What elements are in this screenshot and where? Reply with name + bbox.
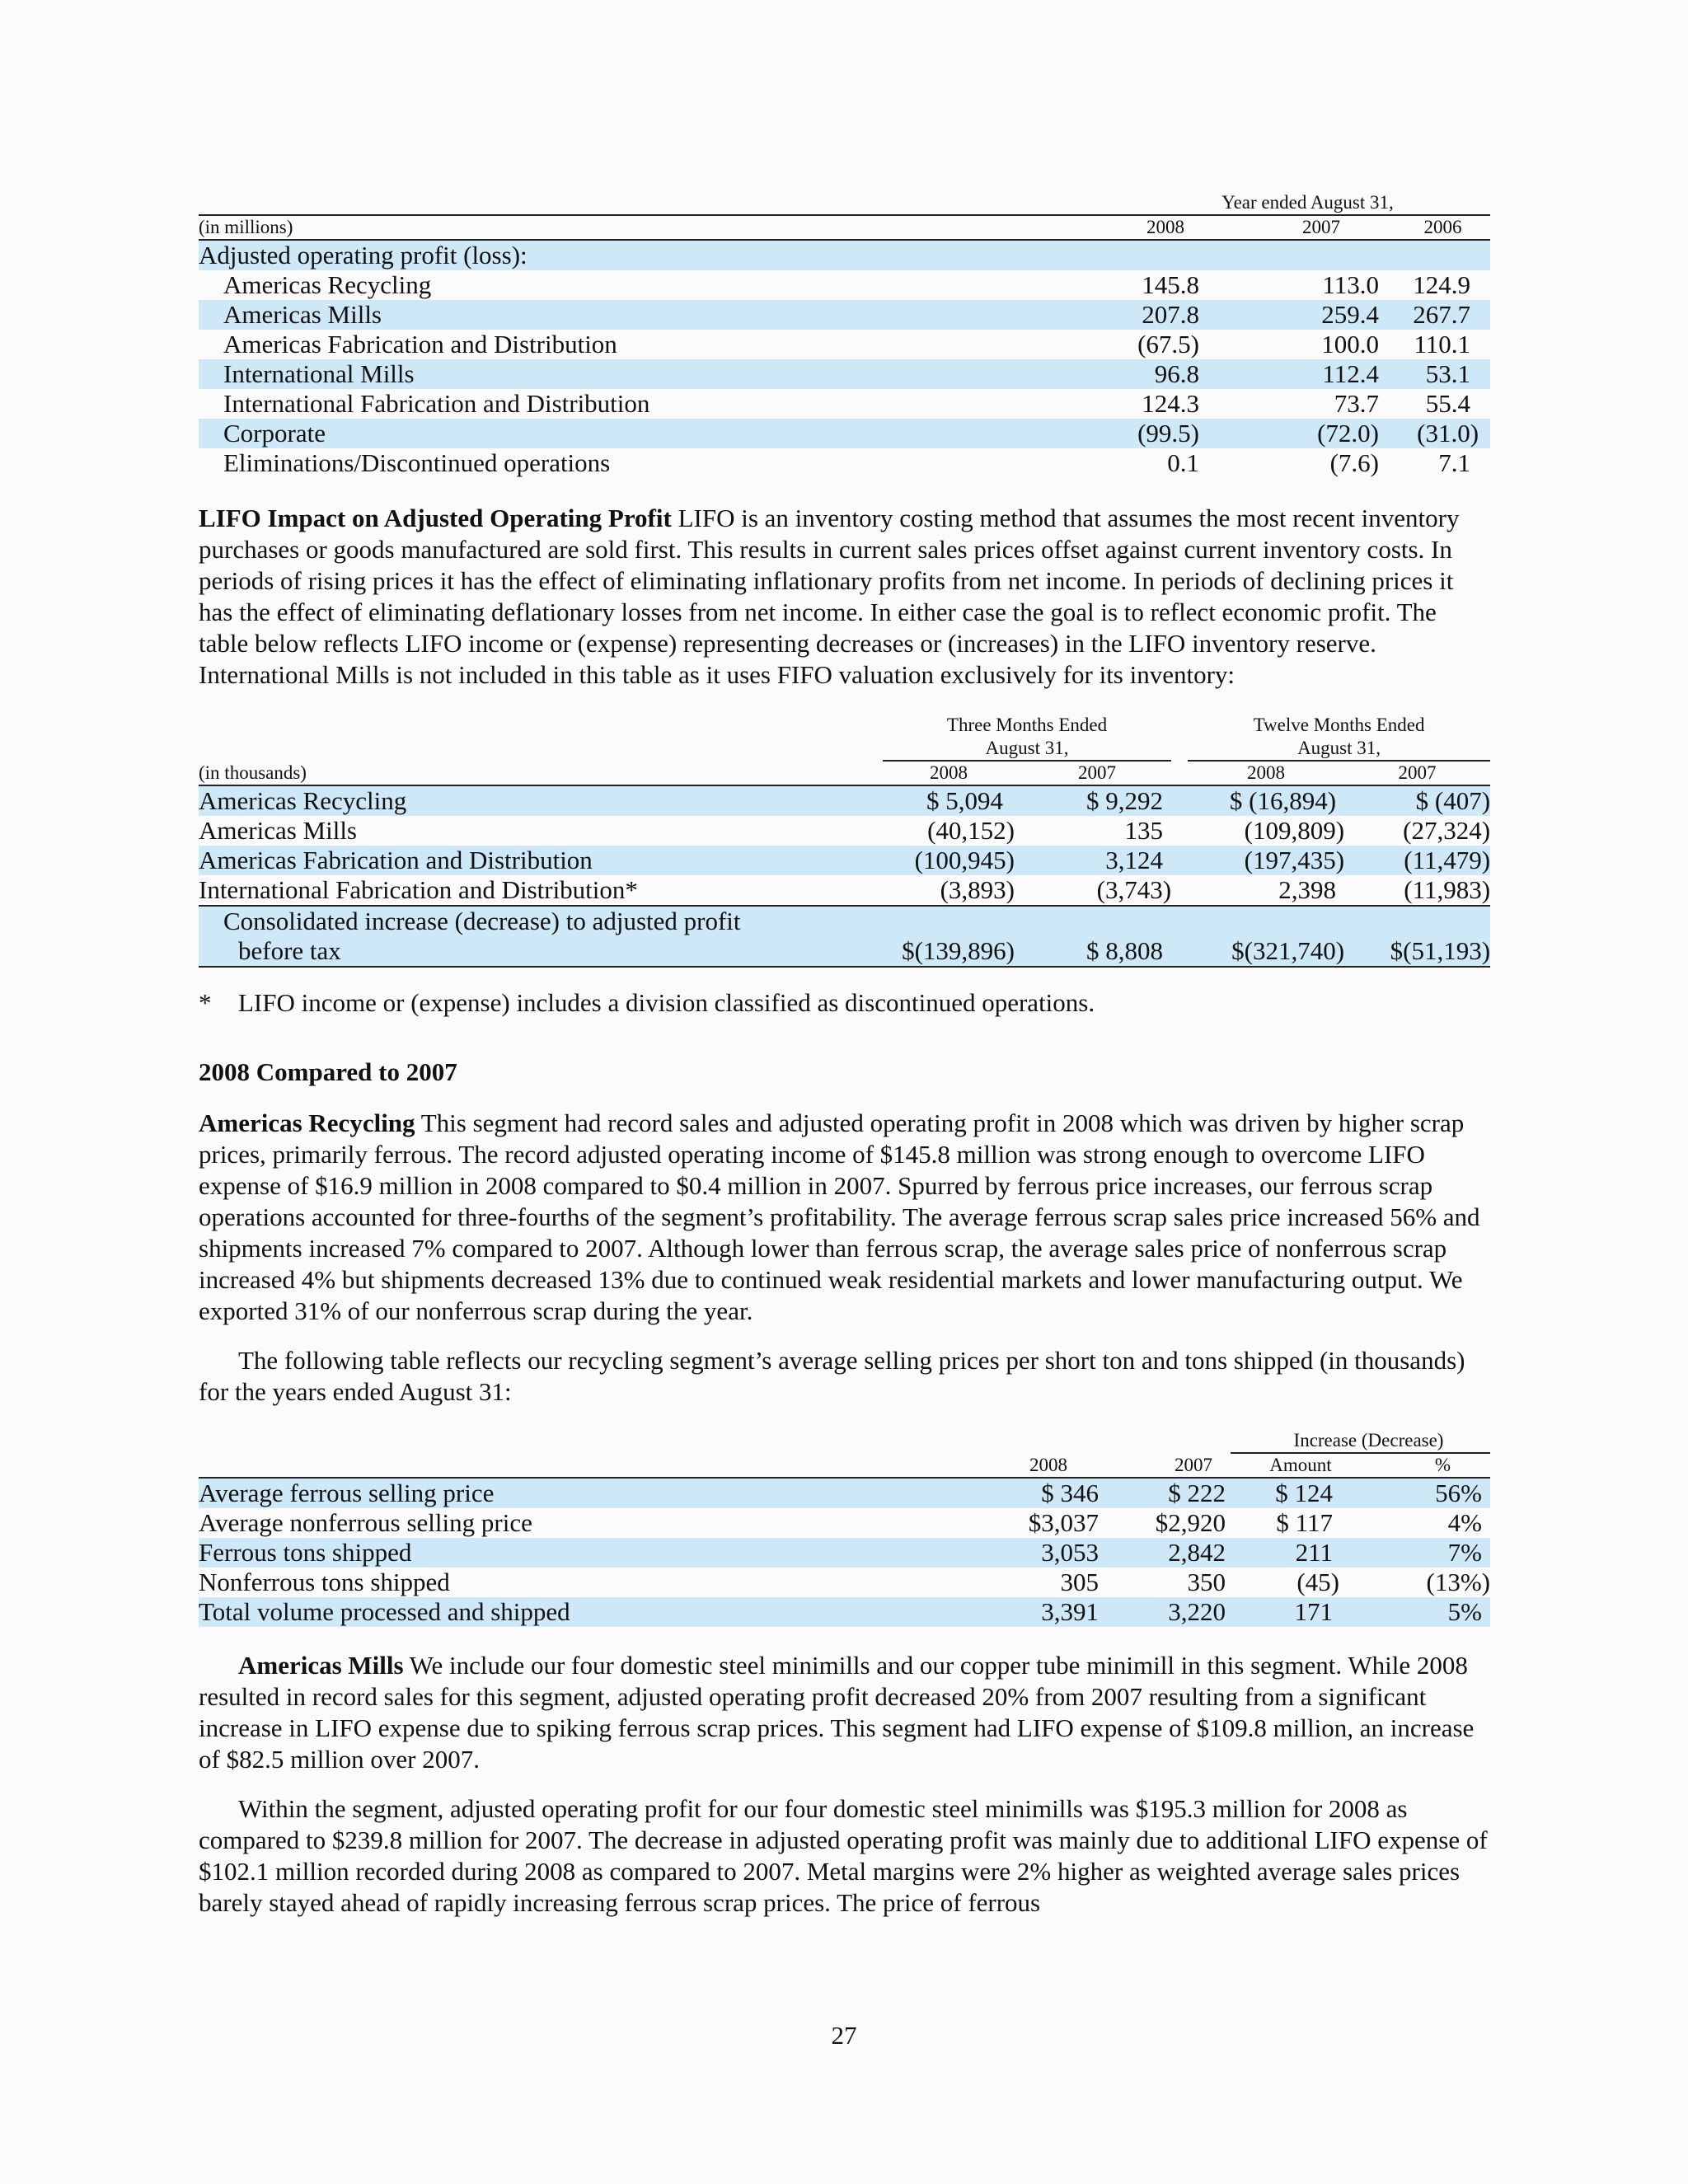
table-row: Americas Mills 207.8 259.4 267.7 — [199, 300, 1490, 330]
table-row: Corporate (99.5) (72.0) (31.0) — [199, 419, 1490, 448]
page-number: 27 — [831, 2021, 857, 2050]
table-row: Americas Mills (40,152) 135 (109,809) (27,324) — [199, 816, 1491, 845]
unit-label: (in thousands) — [199, 762, 307, 783]
twelve-months-date: August 31, — [1188, 737, 1490, 761]
following-table-paragraph: The following table reflects our recycling segment’s average selling prices per short ton and tons shipped (in thousands) for the years ended August 31: — [199, 1346, 1465, 1406]
section-heading: 2008 Compared to 2007 — [199, 1057, 457, 1086]
table-row: Average ferrous selling price $ 346 $ 222 $ 124 56% — [199, 1478, 1490, 1508]
table-row: Eliminations/Discontinued operations 0.1 (7.6) 7.1 — [223, 448, 1471, 477]
increase-decrease-header: Increase (Decrease) — [1231, 1429, 1490, 1453]
table-row: Americas Recycling $ 5,094 $ 9,292 $ (16,894) $ (407) — [199, 786, 1491, 815]
total-row: Consolidated increase (decrease) to adjusted profit — [199, 906, 1490, 936]
table-row: Average nonferrous selling price $3,037 $2,920 $ 117 4% — [199, 1508, 1482, 1537]
table-row: Nonferrous tons shipped 305 350 (45) (13%) — [199, 1568, 1490, 1596]
within-segment-paragraph: Within the segment, adjusted operating profit for our four domestic steel minimills was $195.3 million for 2008 as compared to $239.8 million for 2007. The decrease in adjusted operating profit was mainly due to additional LIFO expense of $102.1 million recorded during 2008 as compared to 2007. Metal margins were 2% higher as weighted average sales prices barely stayed ahead of rapidly increasing ferrous scrap prices. The price of ferrous — [199, 1794, 1488, 1917]
table-row: International Fabrication and Distribution* (3,893) (3,743) 2,398 (11,983) — [199, 875, 1491, 904]
document-page — [199, 191, 1490, 1919]
lifo-paragraph: LIFO Impact on Adjusted Operating Profit LIFO is an inventory costing method that assumes the most recent inventory purchases or goods manufactured are sold first. This results in current sales prices offset against current inventory costs. In periods of rising prices it has the effect of eliminating inflationary profits from net income. In periods of declining prices it has the effect of eliminating deflationary losses from net income. In either case the goal is to reflect economic profit. The table below reflects LIFO income or (expense) representing decreases or (increases) in the LIFO inventory reserve. International Mills is not included in this table as it uses FIFO valuation exclusively for its inventory: — [199, 504, 1460, 689]
total-row-values: before tax $(139,896) $ 8,808 $(321,740) $(51,193) — [199, 936, 1490, 967]
table-row: Americas Fabrication and Distribution (100,945) 3,124 (197,435) (11,479) — [199, 846, 1491, 874]
col-header-2007: 2007 — [1288, 215, 1379, 240]
year-ended-header: Year ended August 31, — [1221, 192, 1394, 213]
lifo-heading: LIFO Impact on Adjusted Operating Profit — [199, 504, 672, 532]
col-header-2006: 2006 — [1379, 215, 1490, 240]
three-months-date: August 31, — [883, 737, 1171, 761]
recycling-prices-table: Increase (Decrease) 2008 2007 Amount % Average ferrous selling price $ 346 $ 222 $ 124 56% Average nonferrous selling price $3,037 $2,920 $ 117 4% Ferrous tons shipped 3,053 2,842 211 7% Nonferrous tons shipped 305 350 (45) (13%) Total volume processed and shipped 3,391 3,220 171 5% — [199, 1430, 1490, 1626]
footnote: * LIFO income or (expense) includes a division classified as discontinued operations. — [199, 988, 1095, 1017]
adjusted-operating-profit-table — [199, 191, 1490, 478]
table-row: International Fabrication and Distribution 124.3 73.7 55.4 — [223, 389, 1471, 418]
section-label: Adjusted operating profit (loss): — [199, 240, 1490, 270]
lifo-impact-table: Three Months Ended Twelve Months Ended August 31, August 31, (in thousands) 2008 2007 2008 2007 Americas Recycling $ 5,094 $ 9,292 $ (16,894) $ (407) Americas Mills (40,152) 135 (109,809) (27,324) Americas Fabrication and Distribution (100,945) 3,124 (197,435) (11,479) International Fabrication and Distribution* (3,893) (3,743) 2,398 (11,983) Consolidated increase (decrease) to adjusted profit before tax $(139,896) $ 8,808 $(321,740) $(51,193) — [199, 715, 1491, 965]
col-header-2008: 2008 — [1092, 215, 1288, 240]
table-row: Americas Fabrication and Distribution (67.5) 100.0 110.1 — [223, 330, 1471, 359]
twelve-months-header: Twelve Months Ended — [1253, 715, 1425, 735]
table-row: Americas Recycling 145.8 113.0 124.9 — [223, 270, 1471, 299]
table-row: Total volume processed and shipped 3,391 3,220 171 5% — [199, 1597, 1490, 1627]
mills-paragraph: Americas Mills We include our four domestic steel minimills and our copper tube minimill in this segment. While 2008 resulted in record sales for this segment, adjusted operating profit decreased 20% from 2007 resulting from a significant increase in LIFO expense due to spiking ferrous scrap prices. This segment had LIFO expense of $109.8 million, an increase of $82.5 million over 2007. — [199, 1651, 1475, 1774]
table-row: International Mills 96.8 112.4 53.1 — [199, 359, 1490, 389]
three-months-header: Three Months Ended — [946, 715, 1108, 735]
unit-label: (in millions) — [199, 215, 1023, 240]
table-row: Ferrous tons shipped 3,053 2,842 211 7% — [199, 1538, 1490, 1568]
recycling-paragraph: Americas Recycling This segment had record sales and adjusted operating profit in 2008 which was driven by higher scrap prices, primarily ferrous. The record adjusted operating income of $145.8 million was strong enough to overcome LIFO expense of $16.9 million in 2008 compared to $0.4 million in 2007. Spurred by ferrous price increases, our ferrous scrap operations accounted for three-fourths of the segment’s profitability. The average ferrous scrap sales price increased 56% and shipments increased 7% compared to 2007. Although lower than ferrous scrap, the average sales price of nonferrous scrap increased 4% but shipments decreased 13% due to continued weak residential markets and lower manufacturing output. We exported 31% of our nonferrous scrap during the year. — [199, 1108, 1480, 1325]
